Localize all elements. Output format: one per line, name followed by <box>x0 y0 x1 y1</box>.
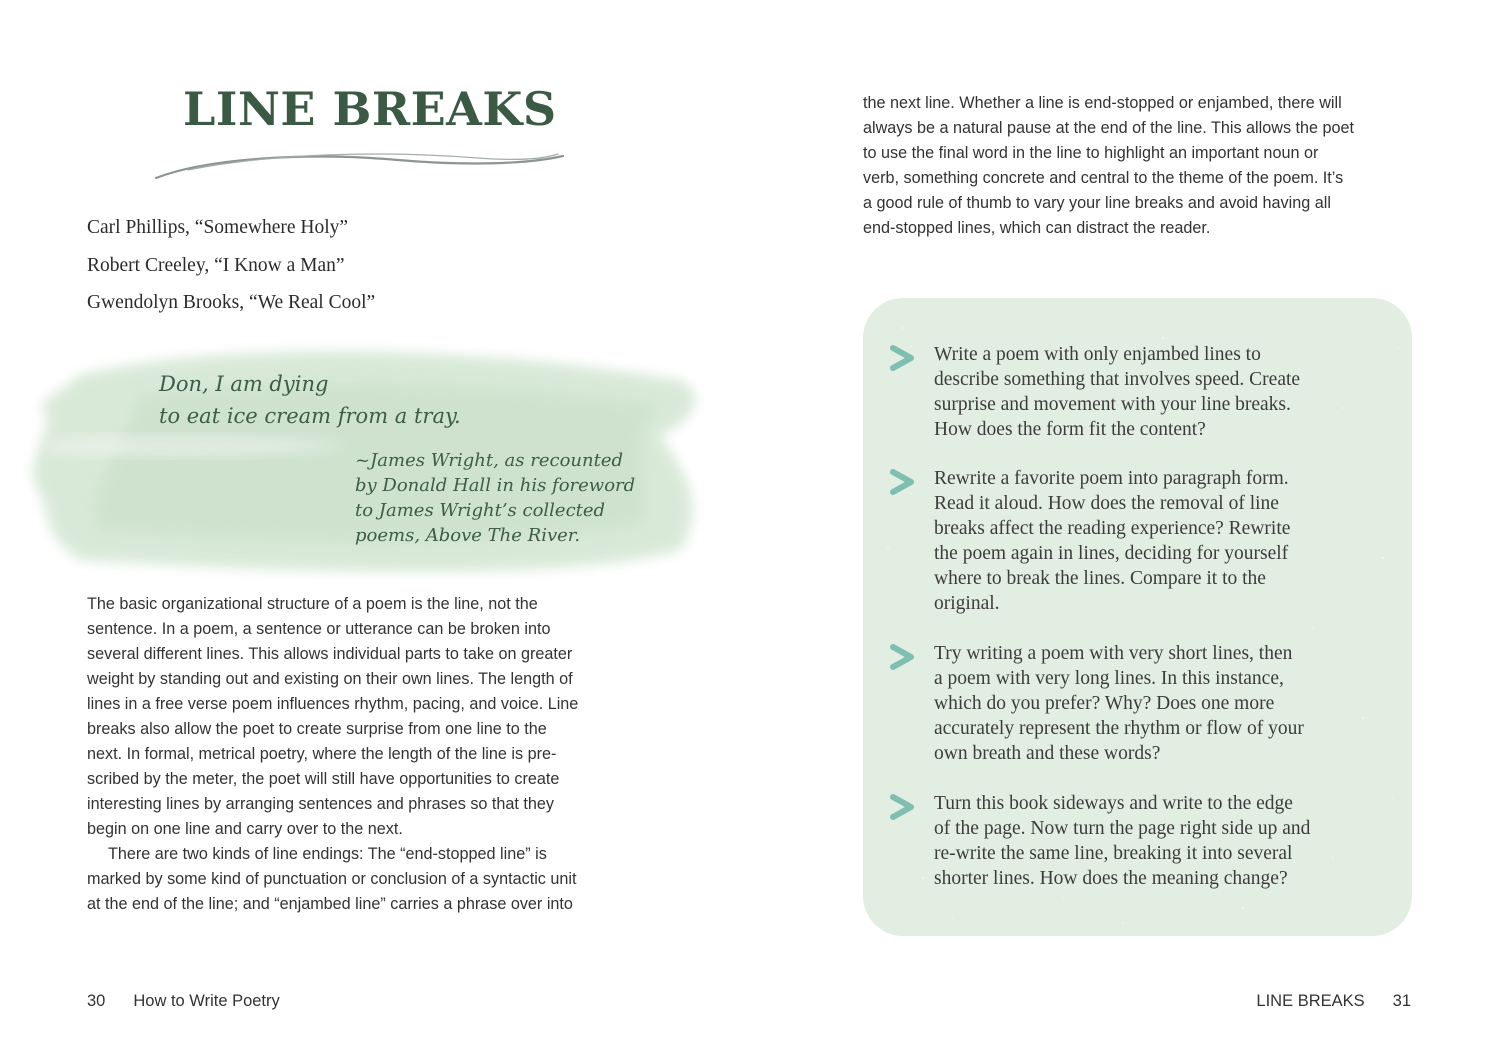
body-line: interesting lines by arranging sentences and phrases so that they <box>87 795 555 813</box>
attribution-line: poems, Above The River. <box>355 525 581 546</box>
body-line: several different lines. This allows individual parts to take on greater <box>87 645 573 663</box>
quote-line: to eat ice cream from a tray. <box>159 404 461 428</box>
page-number: 31 <box>1392 992 1411 1010</box>
quote-attribution <box>355 448 655 548</box>
body-line: the next line. Whether a line is end-stopped or enjambed, there will <box>863 94 1342 112</box>
prompt-text <box>934 791 1404 891</box>
body-line: verb, something concrete and central to the theme of the poem. It’s <box>863 169 1344 187</box>
chevron-right-icon <box>889 345 919 371</box>
quote-line: Don, I am dying <box>159 372 329 396</box>
right-page <box>750 0 1500 1064</box>
body-text-right <box>863 91 1423 241</box>
prompt-text <box>934 342 1404 442</box>
reference-item: Robert Creeley, “I Know a Man” <box>87 254 345 276</box>
reference-list <box>87 215 375 328</box>
body-line: There are two kinds of line endings: The “end-stopped line” is <box>108 845 547 863</box>
body-line: marked by some kind of punctuation or conclusion of a syntactic unit <box>87 870 577 888</box>
prompt-text <box>934 466 1404 616</box>
prompt-line: which do you prefer? Why? Does one more <box>934 693 1275 714</box>
prompt-text <box>934 641 1404 766</box>
body-line: The basic organizational structure of a poem is the line, not the <box>87 595 538 613</box>
body-line: to use the final word in the line to highlight an important noun or <box>863 144 1319 162</box>
prompt-line: surprise and movement with your line breaks. <box>934 394 1291 415</box>
prompt-line: Read it aloud. How does the removal of line <box>934 493 1279 514</box>
body-line: lines in a free verse poem influences rhythm, pacing, and voice. Line <box>87 695 579 713</box>
body-line: scribed by the meter, the poet will still have opportunities to create <box>87 770 560 788</box>
body-line: a good rule of thumb to vary your line breaks and avoid having all <box>863 194 1331 212</box>
body-line: sentence. In a poem, a sentence or utterance can be broken into <box>87 620 551 638</box>
prompt-line: of the page. Now turn the page right side up and <box>934 818 1311 839</box>
body-line: begin on one line and carry over to the next. <box>87 820 403 838</box>
prompts-card <box>863 298 1412 936</box>
chevron-right-icon <box>889 794 919 820</box>
footer-left <box>87 992 280 1011</box>
body-text-left <box>87 592 647 917</box>
prompt-line: breaks affect the reading experience? Rewrite <box>934 518 1291 539</box>
chevron-right-icon <box>889 469 919 495</box>
body-line: breaks also allow the poet to create surprise from one line to the <box>87 720 547 738</box>
prompt-line: Write a poem with only enjambed lines to <box>934 344 1261 365</box>
body-line: weight by standing out and existing on their own lines. The length of <box>87 670 573 688</box>
prompt-line: Try writing a poem with very short lines, then <box>934 643 1293 664</box>
page-number: 30 <box>87 992 106 1010</box>
page-title: LINE BREAKS <box>183 82 557 136</box>
attribution-line: ~James Wright, as recounted <box>355 450 624 471</box>
book-title: How to Write Poetry <box>133 992 280 1010</box>
reference-item: Gwendolyn Brooks, “We Real Cool” <box>87 292 376 313</box>
attribution-line: by Donald Hall in his foreword <box>355 475 636 496</box>
body-line: next. In formal, metrical poetry, where the length of the line is pre- <box>87 745 557 763</box>
body-line: always be a natural pause at the end of the line. This allows the poet <box>863 119 1355 137</box>
chevron-right-icon <box>889 644 919 670</box>
prompt-line: the poem again in lines, deciding for yourself <box>934 543 1289 564</box>
prompt-line: re-write the same line, breaking it into several <box>934 843 1293 864</box>
body-line: end-stopped lines, which can distract the reader. <box>863 219 1211 237</box>
attribution-line: to James Wright’s collected <box>355 500 606 521</box>
prompt-line: where to break the lines. Compare it to the <box>934 568 1266 589</box>
body-line: at the end of the line; and “enjambed line” carries a phrase over into <box>87 895 573 913</box>
running-head: LINE BREAKS <box>1256 992 1365 1010</box>
prompt-line: shorter lines. How does the meaning change? <box>934 868 1288 889</box>
prompt-line: How does the form fit the content? <box>934 419 1206 440</box>
prompt-line: a poem with very long lines. In this instance, <box>934 668 1284 689</box>
prompt-line: own breath and these words? <box>934 743 1161 764</box>
reference-item: Carl Phillips, “Somewhere Holy” <box>87 217 349 238</box>
title-swash-ornament <box>148 148 568 184</box>
prompt-line: describe something that involves speed. Create <box>934 369 1301 390</box>
footer-right <box>1256 992 1411 1011</box>
prompt-line: original. <box>934 593 1000 614</box>
prompt-line: Rewrite a favorite poem into paragraph form. <box>934 468 1289 489</box>
prompt-line: accurately represent the rhythm or flow of your <box>934 718 1304 739</box>
prompt-line: Turn this book sideways and write to the edge <box>934 793 1293 814</box>
